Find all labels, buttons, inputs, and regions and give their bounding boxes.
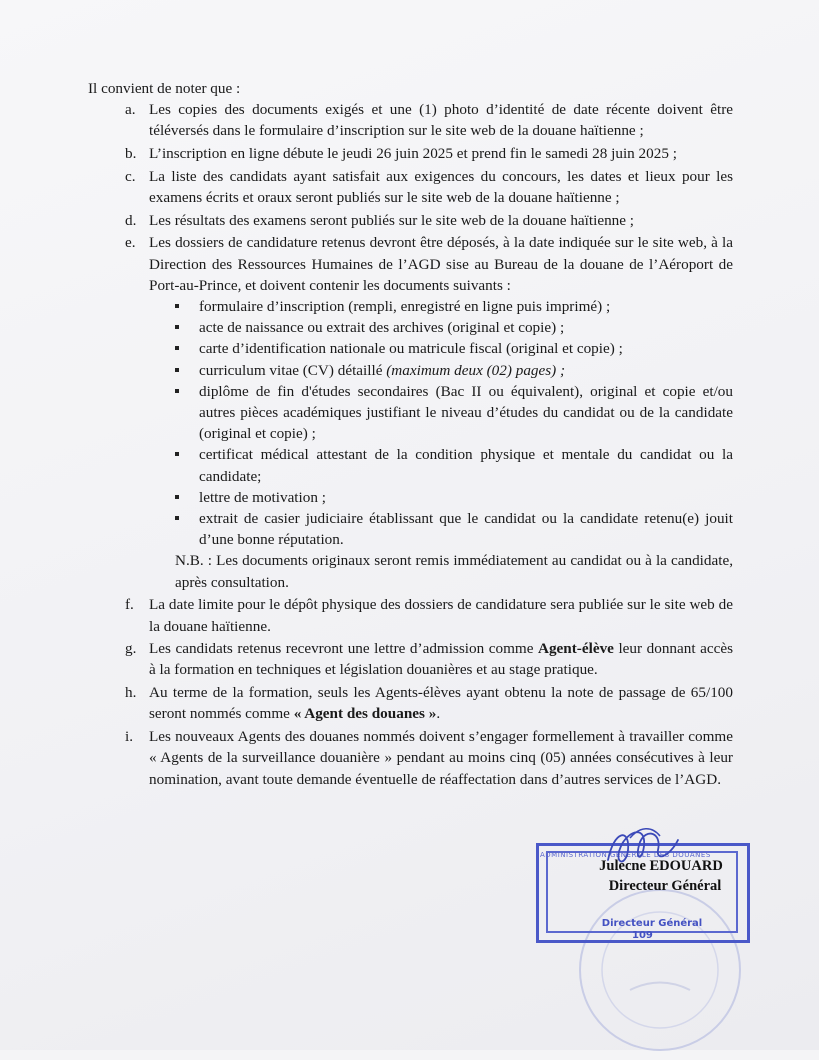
list-marker: i. — [125, 728, 134, 746]
document-item: formulaire d’inscription (rempli, enregistré en ligne puis imprimé) ; — [149, 296, 733, 317]
document-item: curriculum vitae (CV) détaillé (maximum deux (02) pages) ; — [149, 360, 733, 381]
required-documents-list — [149, 296, 733, 550]
list-marker: h. — [125, 684, 137, 702]
bullet-icon — [175, 495, 179, 499]
list-item-a — [88, 99, 733, 141]
intro-text: Il convient de noter que : — [88, 80, 241, 97]
agent-douanes-term: « Agent des douanes » — [293, 705, 437, 723]
handwritten-signature-icon — [600, 820, 690, 880]
list-item-i — [88, 726, 733, 790]
list-marker: f. — [125, 596, 134, 614]
document-item: extrait de casier judiciaire établissant que le candidat ou la candidate retenu(e) jouit d’une bonne réputation. — [149, 508, 733, 550]
cv-note: (maximum deux (02) pages) ; — [386, 361, 566, 379]
list-item-c — [88, 166, 733, 208]
list-item-f — [88, 594, 733, 636]
bullet-icon — [175, 516, 179, 520]
signatory-name: Julecne EDOUARD — [599, 858, 723, 874]
bullet-icon — [175, 304, 179, 308]
list-item-g: g. Les candidats retenus recevront une lettre d’admission comme Agent-élève leur donnant accès à la formation en techniques et législation douanières et au stage pratique. — [125, 640, 733, 679]
list-marker: d. — [125, 211, 137, 229]
bullet-icon — [175, 325, 179, 329]
document-item: lettre de motivation ; — [149, 487, 733, 508]
stamp-number: 109 — [632, 930, 653, 941]
list-item-b — [88, 143, 733, 164]
list-marker: c. — [125, 167, 136, 185]
bullet-icon — [175, 346, 179, 350]
list-item-text: Les dossiers de candidature retenus devront être déposés, à la date indiquée sur le site web, à la Direction des Ressources Humaines de l’AGD sise au Bureau de la douane de l’Aéroport de Port-au-Prince, et doivent contenir les documents suivants : — [149, 234, 733, 294]
nb-note: N.B. : Les documents originaux seront remis immédiatement au candidat ou à la candidate, après consultation. — [175, 552, 733, 591]
list-item-e — [88, 232, 733, 592]
list-item-d — [88, 210, 733, 231]
document-body — [88, 78, 733, 791]
conditions-list — [88, 99, 733, 790]
agent-eleve-term: Agent-élève — [538, 640, 614, 658]
bullet-icon — [175, 452, 179, 456]
document-item: diplôme de fin d'études secondaires (Bac II ou équivalent), original et copie et/ou autres pièces académiques justifiant le niveau d’études du candidat ou de la candidate (original et copie) ; — [149, 381, 733, 445]
bullet-icon — [175, 368, 179, 372]
list-marker: e. — [125, 234, 136, 252]
list-item-text: La date limite pour le dépôt physique des dossiers de candidature sera publiée sur le site web de la douane haïtienne. — [149, 596, 733, 635]
list-item-text: La liste des candidats ayant satisfait aux exigences du concours, les dates et lieux pour les examens écrits et oraux seront publiés sur le site web de la douane haïtienne ; — [149, 167, 733, 207]
document-item: carte d’identification nationale ou matricule fiscal (original et copie) ; — [149, 338, 733, 359]
list-marker: a. — [125, 101, 136, 119]
signatory-title: Directeur Général — [608, 878, 722, 894]
list-item-text: Les nouveaux Agents des douanes nommés doivent s’engager formellement à travailler comme « Agents de la surveillance douanière » pendant au moins cinq (05) années consécutives à leur nomination, avant toute demande éventuelle de réaffectation dans d’autres services de l’AGD. — [149, 728, 733, 788]
list-item-text: Les résultats des examens seront publiés sur le site web de la douane haïtienne ; — [149, 211, 635, 229]
list-marker: b. — [125, 145, 137, 163]
list-item-text: L’inscription en ligne débute le jeudi 26 juin 2025 et prend fin le samedi 28 juin 2025 ; — [149, 145, 677, 163]
list-item-text: Les copies des documents exigés et une (1) photo d’identité de date récente doivent être téléversés dans le formulaire d’inscription sur le site web de la douane haïtienne ; — [149, 101, 733, 140]
document-item: acte de naissance ou extrait des archives (original et copie) ; — [149, 317, 733, 338]
bullet-icon — [175, 389, 179, 393]
signature-block — [530, 820, 760, 1030]
list-marker: g. — [125, 640, 137, 658]
stamp-role: Directeur Général — [601, 918, 703, 929]
list-item-h: h. Au terme de la formation, seuls les Agents-élèves ayant obtenu la note de passage de 65/100 seront nommés comme « Agent des douanes ». — [125, 684, 733, 723]
document-item: certificat médical attestant de la condition physique et mentale du candidat ou la candidate; — [149, 444, 733, 486]
stamp-top-text: ADMINISTRATION GÉNÉRALE DES DOUANES — [540, 851, 711, 859]
